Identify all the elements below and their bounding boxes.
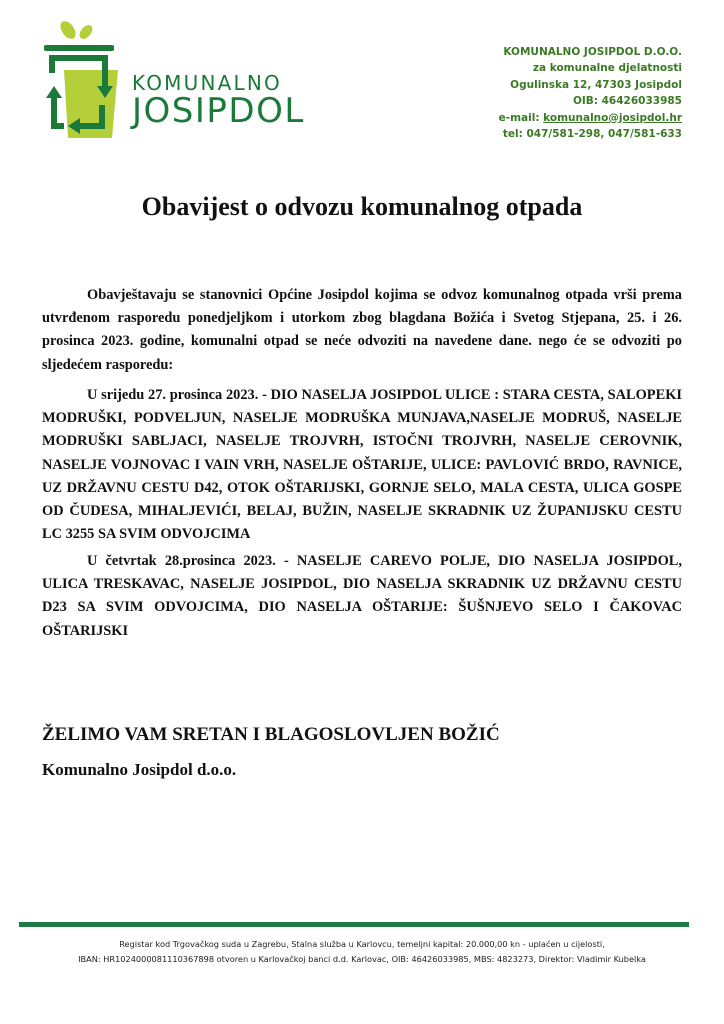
footer-divider (19, 922, 689, 927)
logo-line1: KOMUNALNO (132, 71, 282, 95)
logo-line2: JOSIPDOL (132, 91, 305, 131)
company-info (499, 44, 682, 142)
schedule-wednesday-paragraph: U srijedu 27. prosinca 2023. - DIO NASELJA JOSIPDOL ULICE : STARA CESTA, SALOPEKI MODRUŠKI, PODVELJUN, NASELJE MODRUŠKA MUNJAVA,NASELJE MODRUŠ, NASELJE MODRUŠKI SABLJACI, NASELJE TROJVRH, ISTOČNI TROJVRH, NASELJE CEROVNIK, NASELJE VOJNOVAC I VAIN VRH, NASELJE OŠTARIJE, ULICE: PAVLOVIĆ BRDO, RAVNICE, UZ DRŽAVNU CESTU D42, OTOK OŠTARIJSKI, GORNJE SELO, MALA CESTA, ULICA GOSPE OD ČUDESA, MIHALJEVIĆI, BELAJ, BUŽIN, NASELJE SKRADNIK UZ ŽUPANIJSKU CESTU LC 3255 SA SVIM ODVOJCIMA (42, 387, 682, 543)
footer-line2: IBAN: HR1024000081110367898 otvoren u Karlovačkoj banci d.d. Karlovac, OIB: 46426033985, MBS: 4823273, Direktor: Vladimir Kubelka (78, 954, 646, 964)
email-link[interactable]: komunalno@josipdol.hr (543, 111, 682, 124)
company-name: KOMUNALNO JOSIPDOL D.O.O. (503, 46, 682, 58)
signature: Komunalno Josipdol d.o.o. (42, 760, 237, 779)
christmas-greeting: ŽELIMO VAM SRETAN I BLAGOSLOVLJEN BOŽIĆ (42, 724, 500, 745)
intro-paragraph: Obavještavaju se stanovnici Općine Josipdol kojima se odvoz komunalnog otpada vrši prema utvrđenom rasporedu ponedjeljkom i utorkom zbog blagdana Božića i Svetog Stjepana, 25. i 26. prosinca 2023. godine, komunalni otpad se neće odvoziti na navedene dane. nego će se odvoziti po sljedećem rasporedu: (42, 287, 682, 373)
email-label: e-mail: (498, 111, 544, 124)
company-email-row (499, 110, 682, 126)
company-logo (40, 18, 330, 138)
footer-line1: Registar kod Trgovačkog suda u Zagrebu, Stalna služba u Karlovcu, temeljni kapital: 20.000,00 kn - uplaćen u cijelosti, (119, 939, 605, 949)
company-phone: tel: 047/581-298, 047/581-633 (502, 128, 682, 141)
schedule-thursday-paragraph: U četvrtak 28.prosinca 2023. - NASELJE CAREVO POLJE, DIO NASELJA JOSIPDOL, ULICA TRESKAVAC, NASELJE JOSIPDOL, DIO NASELJA SKRADNIK UZ DRŽAVNU CESTU D23 SA SVIM ODVOJCIMA, DIO NASELJA OŠTARIJE: ŠUŠNJEVO SELO I ČAKOVAC OŠTARIJSKI (42, 553, 682, 639)
company-address: Ogulinska 12, 47303 Josipdol (510, 78, 682, 91)
footer (0, 937, 724, 967)
recycling-bin-icon (40, 18, 130, 138)
page-title: Obavijest o odvozu komunalnog otpada (141, 192, 583, 221)
company-activity: za komunalne djelatnosti (532, 62, 682, 75)
company-oib: OIB: 46426033985 (572, 95, 682, 108)
logo-wordmark (132, 71, 305, 131)
